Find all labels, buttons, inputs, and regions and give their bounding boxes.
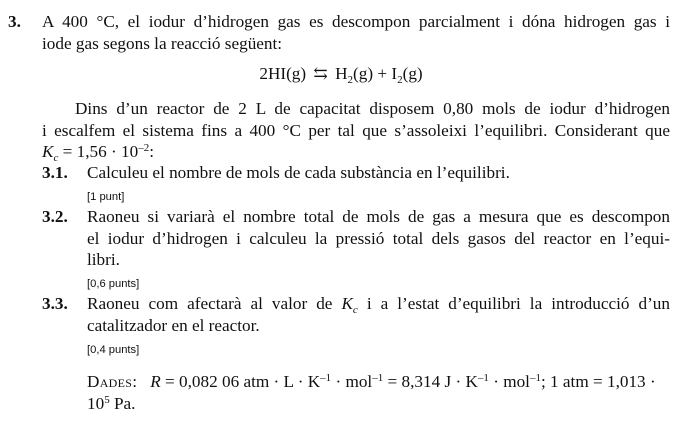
r-value-2: = 8,314 J · K	[383, 372, 478, 391]
k-subscript: c	[53, 152, 59, 164]
points-label: [0,4 punts]	[87, 344, 140, 356]
equation-i-state: (g)	[402, 64, 423, 83]
k-subscript: c	[352, 304, 358, 316]
r-exponent: –1	[477, 372, 489, 384]
pressure-unit: Pa.	[109, 394, 136, 413]
k-value: = 1,56 · 10	[58, 142, 139, 161]
r-exponent: –1	[372, 372, 384, 384]
equilibrium-constant	[42, 142, 154, 164]
data-constants-line-2	[87, 394, 135, 416]
intro-line-2: iode gas segons la reacció següent:	[42, 34, 283, 53]
r-unit-mol: · mol	[488, 372, 530, 391]
points-label: [0,6 punts]	[87, 278, 140, 290]
r-exponent: –1	[320, 372, 332, 384]
pressure-base: 10	[87, 394, 105, 413]
subquestion-text: libri.	[87, 250, 120, 269]
k-exponent: –2	[138, 142, 150, 154]
points-label: [1 punt]	[87, 191, 125, 203]
equation-reactant: 2HI(g)	[259, 64, 307, 83]
equation-i-subscript: 2	[397, 74, 403, 86]
subquestion-text: Calculeu el nombre de mols de cada substància en l’equilibri.	[87, 163, 510, 182]
subquestion-text-end: i a l’estat d’equilibri la introducció d’un	[357, 294, 670, 313]
r-symbol: R	[150, 372, 161, 391]
intro-line-1: A 400 °C, el iodur d’hidrogen gas es descompon parcialment i dóna hidrogen gas i	[42, 12, 670, 31]
problem-number: 3.	[8, 12, 21, 31]
reaction-equation	[0, 63, 682, 87]
k-symbol: K	[42, 142, 54, 161]
equation-product-state: (g) + I	[353, 64, 398, 83]
context-line-2: i escalfem el sistema fins a 400 °C per tal que s’assoleixi l’equilibri. Considerant que	[42, 121, 670, 140]
subquestion-text	[87, 294, 670, 316]
k-symbol: K	[341, 294, 353, 313]
context-line-1: Dins d’un reactor de 2 L de capacitat disposem 0,80 mols de iodur d’hidrogen	[75, 99, 670, 118]
subquestion-text-start: Raoneu com afectarà al valor de	[87, 294, 342, 313]
r-exponent: –1	[529, 372, 541, 384]
subquestion-text: el iodur d’hidrogen i calculeu la pressió total dels gasos del reactor en l’equi-	[87, 229, 670, 248]
subquestion-text: catalitzador en el reactor.	[87, 316, 260, 335]
equation-product-h: H	[335, 64, 348, 83]
r-unit-mol: · mol	[331, 372, 373, 391]
subquestion-text: Raoneu si variarà el nombre total de mols de gas a mesura que es descompon	[87, 207, 670, 226]
data-label: Dades:	[87, 372, 138, 391]
equation-h-subscript: 2	[347, 74, 354, 86]
r-value-1: = 0,082 06 atm · L · K	[160, 372, 321, 391]
data-constants	[87, 372, 670, 394]
k-end: :	[149, 142, 155, 161]
pressure-exponent: 5	[104, 394, 110, 406]
atm-conversion: ; 1 atm = 1,013 ·	[540, 372, 656, 391]
subquestion-number: 3.2.	[42, 207, 68, 226]
subquestion-number: 3.1.	[42, 163, 68, 182]
equilibrium-arrow-icon: ⇆	[313, 64, 328, 83]
subquestion-number: 3.3.	[42, 294, 68, 313]
